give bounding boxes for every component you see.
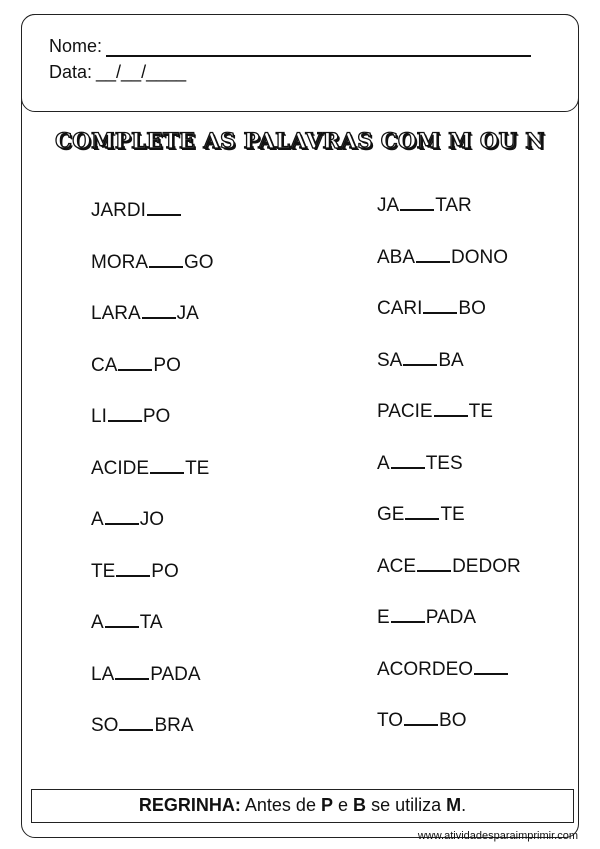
word-item <box>91 713 194 737</box>
rule-text-2: se utiliza <box>371 795 442 815</box>
word-blank[interactable] <box>150 456 184 474</box>
word-blank[interactable] <box>417 554 451 572</box>
rule-box <box>31 789 574 823</box>
word-prefix: ABA <box>377 246 416 268</box>
word-prefix: E <box>377 607 390 628</box>
word-prefix: ACE <box>377 555 417 577</box>
rule-letter-p: P <box>320 795 333 815</box>
word-blank[interactable] <box>405 502 439 520</box>
word-prefix: A <box>91 509 104 530</box>
word-suffix: PO <box>153 354 181 376</box>
word-prefix: LARA <box>91 303 141 324</box>
word-item <box>377 296 486 320</box>
word-blank[interactable] <box>147 198 181 216</box>
word-suffix: BA <box>438 349 464 371</box>
word-blank[interactable] <box>108 404 142 422</box>
word-blank[interactable] <box>149 250 183 268</box>
word-prefix: JARDI <box>91 200 146 221</box>
rule-letter-m: M <box>446 795 462 815</box>
word-item <box>91 610 163 634</box>
word-item <box>377 657 509 681</box>
word-prefix: A <box>91 612 104 633</box>
word-prefix: LI <box>91 406 107 427</box>
word-prefix: SO <box>91 715 119 736</box>
name-field[interactable] <box>106 41 531 57</box>
word-suffix: BO <box>439 710 467 731</box>
word-blank[interactable] <box>404 708 438 726</box>
word-blank[interactable] <box>118 353 152 371</box>
word-item <box>377 502 465 526</box>
word-blank[interactable] <box>105 610 139 628</box>
word-suffix: BO <box>458 298 486 319</box>
word-blank[interactable] <box>142 301 176 319</box>
name-line <box>49 36 531 57</box>
word-item <box>377 451 463 475</box>
word-prefix: CA <box>91 354 118 376</box>
word-item <box>91 662 201 686</box>
word-prefix: TE <box>91 560 116 582</box>
word-prefix: TO <box>377 710 404 731</box>
word-suffix: PO <box>142 406 171 427</box>
word-prefix: PACIE <box>377 401 433 422</box>
word-suffix: DONO <box>451 246 509 268</box>
word-prefix: MORA <box>91 251 148 273</box>
word-prefix: GE <box>377 504 405 525</box>
word-blank[interactable] <box>400 193 434 211</box>
rule-label: REGRINHA: <box>138 795 241 815</box>
word-blank[interactable] <box>391 605 425 623</box>
word-item <box>91 404 170 428</box>
name-label: Nome: <box>49 36 103 56</box>
word-item <box>377 605 476 629</box>
word-prefix: ACIDE <box>91 457 150 479</box>
date-line <box>49 62 186 83</box>
word-suffix: GO <box>184 251 214 273</box>
rule-end: . <box>461 795 467 815</box>
word-item <box>91 507 164 531</box>
word-prefix: CARI <box>377 298 423 319</box>
word-suffix: JA <box>176 303 199 324</box>
rule-text-1: Antes de <box>244 795 316 815</box>
word-item <box>377 348 464 372</box>
word-item <box>377 554 521 578</box>
date-label: Data: <box>49 62 93 82</box>
page-title: COMPLETE AS PALAVRAS COM M OU N <box>55 128 545 153</box>
word-prefix: LA <box>91 663 115 685</box>
word-blank[interactable] <box>391 451 425 469</box>
word-item <box>91 559 179 583</box>
word-prefix: ACORDEO <box>377 658 474 680</box>
word-suffix: TAR <box>435 195 472 216</box>
word-blank[interactable] <box>474 657 508 675</box>
word-blank[interactable] <box>403 348 437 366</box>
word-item <box>91 456 209 480</box>
word-item <box>377 193 472 217</box>
word-item <box>377 399 493 423</box>
word-suffix: TES <box>425 452 463 474</box>
word-blank[interactable] <box>416 245 450 263</box>
word-suffix: JO <box>139 509 164 530</box>
word-suffix: DEDOR <box>452 555 521 577</box>
word-suffix: TE <box>468 401 493 422</box>
word-item <box>91 250 214 274</box>
word-suffix: TA <box>139 612 163 633</box>
word-suffix: TE <box>185 457 210 479</box>
word-item <box>91 301 199 325</box>
word-blank[interactable] <box>116 559 150 577</box>
word-item <box>377 245 508 269</box>
date-field[interactable]: __/__/____ <box>96 62 187 82</box>
word-item <box>91 353 181 377</box>
word-prefix: A <box>377 452 390 474</box>
word-suffix: TE <box>440 504 465 525</box>
word-blank[interactable] <box>119 713 153 731</box>
word-suffix: PADA <box>150 663 201 685</box>
rule-text-e: e <box>338 795 349 815</box>
rule-letter-b: B <box>353 795 367 815</box>
word-suffix: BRA <box>154 715 194 736</box>
word-blank[interactable] <box>115 662 149 680</box>
word-prefix: SA <box>377 349 403 371</box>
word-suffix: PO <box>151 560 179 582</box>
word-item <box>91 198 182 222</box>
footer-url: www.atividadesparaimprimir.com <box>417 830 578 842</box>
word-prefix: JA <box>377 195 400 216</box>
word-item <box>377 708 467 732</box>
word-blank[interactable] <box>423 296 457 314</box>
word-blank[interactable] <box>434 399 468 417</box>
word-suffix: PADA <box>425 607 477 628</box>
word-blank[interactable] <box>105 507 139 525</box>
